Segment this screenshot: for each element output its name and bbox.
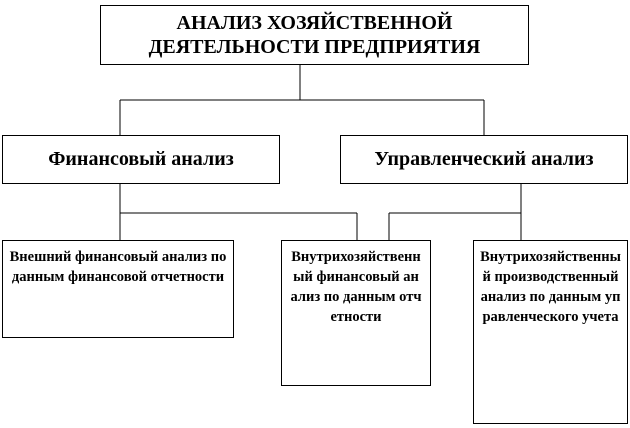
external-financial-analysis-box <box>2 240 234 338</box>
internal-production-analysis-label: Внутрихозяйственный производственный анализ по данным управленческого учета <box>480 249 621 325</box>
financial-analysis-box <box>2 135 280 184</box>
root-title-line2: ДЕЯТЕЛЬНОСТИ ПРЕДПРИЯТИЯ <box>148 36 481 58</box>
root-title-line1: АНАЛИЗ ХОЗЯЙСТВЕННОЙ <box>176 12 453 34</box>
managerial-analysis-box <box>340 135 628 184</box>
external-financial-analysis-label: Внешний финансовый анализ по данным финансовой отчетности <box>9 249 227 285</box>
financial-analysis-label: Финансовый анализ <box>48 148 234 170</box>
internal-financial-analysis-label: Внутрихозяйственный финансовый анализ по данным отчетности <box>290 249 422 325</box>
managerial-analysis-label: Управленческий анализ <box>374 148 594 170</box>
root-box <box>100 5 529 65</box>
internal-financial-analysis-box <box>281 240 431 386</box>
internal-production-analysis-box <box>473 240 628 424</box>
